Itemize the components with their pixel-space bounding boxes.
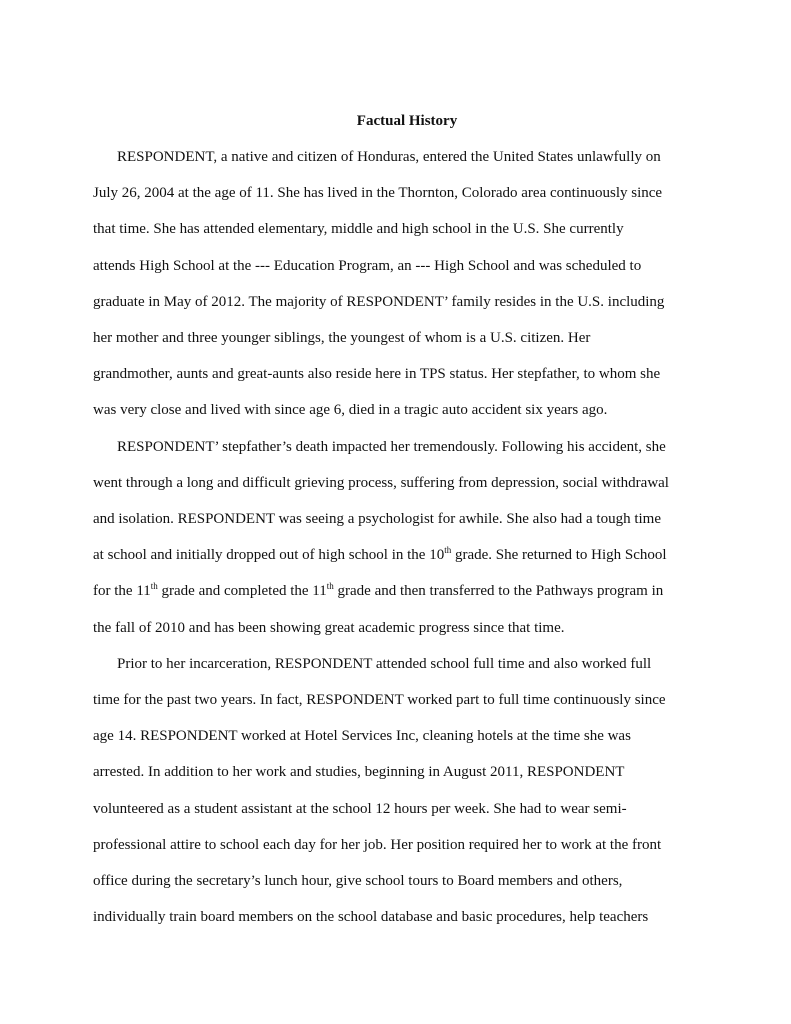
ordinal-suffix: th [150,581,158,592]
page-title: Factual History [356,113,458,129]
text-line [93,546,703,564]
text-line [93,293,703,311]
text-run: professional attire to school each day for her job. Her position required her to work at the front [93,836,662,853]
text-run: the fall of 2010 and has been showing great academic progress since that time. [93,619,565,636]
text-run: and isolation. RESPONDENT was seeing a psychologist for awhile. She also had a tough time [93,511,661,527]
text-line [93,872,703,890]
text-line [93,727,703,745]
text-line [93,763,703,781]
text-run: Prior to her incarceration, RESPONDENT attended school full time and also worked full [117,655,652,672]
text-line [93,184,703,202]
text-run: July 26, 2004 at the age of 11. She has lived in the Thornton, Colorado area continuously since [93,185,663,202]
ordinal-suffix: th [444,545,452,556]
text-run: grade and then transferred to the Pathways program in [333,583,664,600]
text-run: for the 11 [93,583,151,600]
text-line [93,257,703,275]
text-run: at school and initially dropped out of high school in the 10 [93,547,445,564]
text-run: attends High School at the --- Education Program, an --- High School and was scheduled to [93,257,642,274]
text-line [93,220,703,238]
text-line [93,474,703,492]
text-run: age 14. RESPONDENT worked at Hotel Services Inc, cleaning hotels at the time she was [93,728,631,745]
text-line [93,691,703,709]
text-line [117,655,727,673]
text-line [93,582,703,600]
text-run: RESPONDENT, a native and citizen of Honduras, entered the United States unlawfully on [117,149,661,165]
text-run: grade and completed the 11 [157,583,327,600]
text-run: arrested. In addition to her work and studies, beginning in August 2011, RESPONDENT [93,764,625,781]
text-run: grade. She returned to High School [451,547,667,564]
text-run: volunteered as a student assistant at the school 12 hours per week. She had to wear semi- [93,800,627,817]
text-run: went through a long and difficult grieving process, suffering from depression, social withdrawal [93,474,669,491]
text-line [117,148,727,166]
text-run: office during the secretary’s lunch hour, give school tours to Board members and others, [93,873,623,889]
text-run: her mother and three younger siblings, the youngest of whom is a U.S. citizen. Her [93,330,591,346]
text-line [93,510,703,528]
text-line [117,438,727,456]
text-line [93,365,703,383]
text-run: individually train board members on the school database and basic procedures, help teachers [93,909,649,926]
text-run: graduate in May of 2012. The majority of RESPONDENT’ family resides in the U.S. including [93,293,665,310]
text-line [93,401,703,419]
text-run: grandmother, aunts and great-aunts also reside here in TPS status. Her stepfather, to whom she [93,366,661,383]
text-line [93,836,703,854]
text-line [93,619,703,637]
text-run: RESPONDENT’ stepfather’s death impacted her tremendously. Following his accident, she [117,438,666,455]
text-run: that time. She has attended elementary, middle and high school in the U.S. She currently [93,221,624,238]
text-run: time for the past two years. In fact, RESPONDENT worked part to full time continuously since [93,692,666,708]
text-line [93,800,703,818]
text-line [93,329,703,347]
text-line [93,908,703,926]
text-run: was very close and lived with since age 6, died in a tragic auto accident six years ago. [93,402,608,419]
ordinal-suffix: th [326,581,334,592]
